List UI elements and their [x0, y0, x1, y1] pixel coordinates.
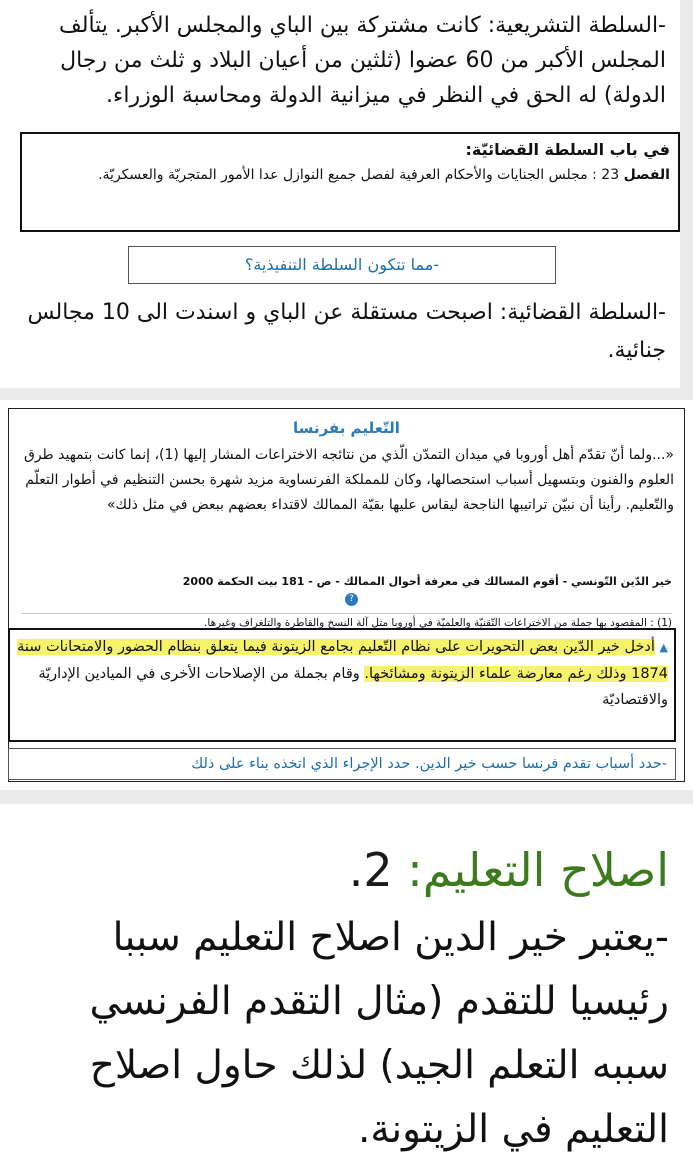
- education-document-section: [0, 400, 693, 790]
- document-title: التّعليم بفرنسا: [293, 419, 400, 437]
- document-quote: «...ولما أنّ تقدّم أهل أوروبا في ميدان التمدّن الّذي من نتائجه الاختراعات المشار إليها (1)، إنما كانت بتمهيد طرق العلوم والفنون وبتسهيل أسباب استحصالها، وكان للمملكة الفرنساوية مزيد شهرة بحسن التنظيم في أطوار التعلّم والتّعليم. رأينا أن نبيّن تراتيبها الناجحة ليقاس عليها بقيّة الممالك لاقتداء بعضهم ببعض في مثل ذلك»: [23, 447, 674, 513]
- judicial-paragraph: -السلطة القضائية: اصبحت مستقلة عن الباي و اسندت الى 10 مجالس جنائية.: [27, 300, 666, 363]
- chapter-label: الفصل: [623, 167, 670, 183]
- judicial-box-title: في باب السلطة القضائيّة:: [465, 140, 670, 159]
- reform-continuation-text: وقام بجملة من الإصلاحات الأخرى في الميادين الإداريّة والاقتصاديّة: [38, 666, 668, 708]
- reform-summary-box: [8, 628, 676, 742]
- heading-number: 2.: [348, 843, 393, 897]
- executive-question: -مما تتكون السلطة التنفيذية؟: [128, 246, 556, 284]
- triangle-marker-icon: ▲: [659, 641, 668, 654]
- info-icon: ?: [345, 593, 358, 606]
- heading-text: اصلاح التعليم:: [407, 843, 669, 897]
- document-source: خير الدّين التّونسي - أقوم المسالك في معرفة أحوال الممالك - ص - 181 بيت الحكمة 2000: [182, 575, 672, 588]
- chapter-text: 23 : مجلس الجنايات والأحكام العرفية لفصل جميع النوازل عدا الأمور المتجريّة والعسكريّة.: [98, 167, 620, 183]
- constitution-section: [0, 0, 680, 388]
- document-footnote: (1) : المقصود بها جملة من الاختراعات التّقنيّة والعلميّة في أوروبا مثل آلة النسخ والقاطرة والتلغراف وغيرها.: [21, 613, 672, 629]
- legislative-paragraph: -السلطة التشريعية: كانت مشتركة بين الباي والمجلس الأكبر. يتألف المجلس الأكبر من 60 عضوا (ثلثين من أعيان البلاد و ثلث من رجال الدولة) له الحق في النظر في ميزانية الدولة ومحاسبة الوزراء.: [58, 13, 666, 108]
- judicial-article-box: [20, 132, 680, 232]
- article-23-text: [30, 162, 670, 189]
- section-heading: [349, 840, 669, 900]
- highlighted-reform-text: أدخل خير الدّين بعض التحويرات على نظام التّعليم بجامع الزيتونة فيما يتعلق بنظام الحضور والامتحانات سنة 1874 وذلك رغم معارضة علماء الزيتونة ومشائخها.: [17, 639, 668, 682]
- reform-body-text: -يعتبر خير الدين اصلاح التعليم سببا رئيسيا للتقدم (مثال التقدم الفرنسي سببه التعلم الجيد) لذلك حاول اصلاح التعليم في الزيتونة.: [89, 915, 669, 1152]
- education-reform-section: [0, 804, 693, 1175]
- causes-question: -حدد أسباب تقدم فرنسا حسب خير الدين. حدد الإجراء الذي اتخذه بناء على ذلك: [8, 748, 676, 780]
